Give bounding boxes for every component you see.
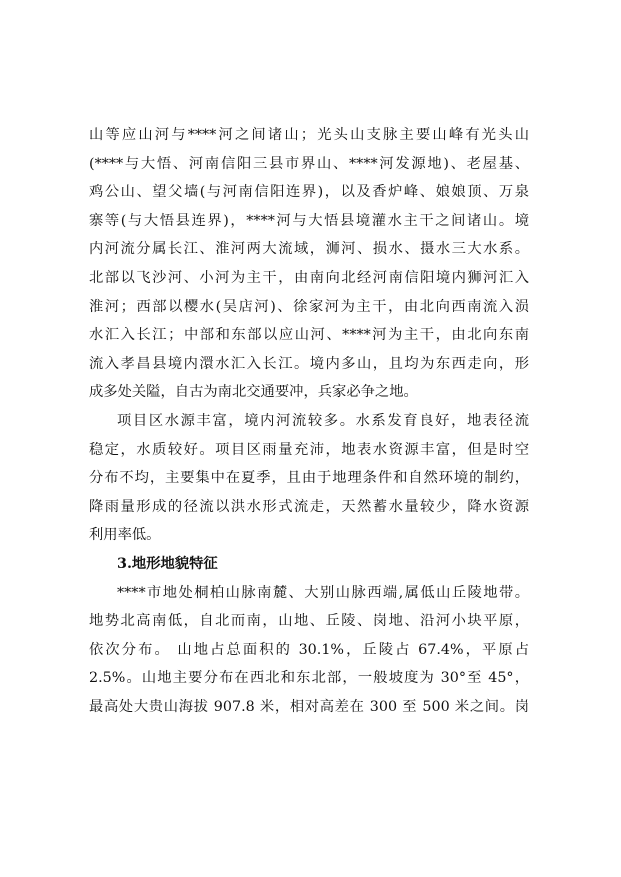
paragraph-terrain	[89, 579, 529, 722]
text-line: 山等应山河与****河之间诸山；光头山支脉主要山峰有光头山	[89, 127, 529, 143]
text-line: ****市地处桐柏山脉南麓、大别山脉西端,属低山丘陵地带。	[117, 584, 529, 601]
text-line: 项目区水源丰富，境内河流较多。水系发育良好，地表径流	[117, 412, 529, 429]
text-line: 内河流分属长江、淮河两大流域，浉河、损水、摄水三大水系。	[89, 241, 529, 258]
text-line: 依次分布。 山地占总面积的 30.1%，丘陵占 67.4%，平原占	[89, 641, 529, 658]
paragraph-rivers	[89, 121, 529, 407]
text-line: 降雨量形成的径流以洪水形式流走，天然蓄水量较少，降水资源	[89, 498, 529, 515]
document-body	[89, 121, 529, 721]
text-line: 稳定，水质较好。项目区雨量充沛，地表水资源丰富，但是时空	[89, 441, 529, 458]
text-line: 成多处关隘，自古为南北交通要冲，兵家必争之地。	[89, 384, 418, 401]
text-line: 最高处大贵山海拔 907.8 米，相对高差在 300 至 500 米之间。岗	[89, 698, 529, 715]
text-line: 淮河；西部以樱水(吴店河)、徐家河为主干，由北向西南流入涢	[89, 298, 529, 315]
text-line: 鸡公山、望父墙(与河南信阳连界)，以及香炉峰、娘娘顶、万泉	[89, 184, 529, 201]
text-line: 流入孝昌县境内澴水汇入长江。境内多山，且均为东西走向，形	[89, 355, 529, 372]
text-line: 2.5%。山地主要分布在西北和东北部，一般坡度为 30°至 45°，	[89, 670, 529, 687]
text-line: 北部以飞沙河、小河为主干，由南向北经河南信阳境内狮河汇入	[89, 269, 529, 286]
text-line: 寨等(与大悟县连界)，****河与大悟县境灌水主干之间诸山。境	[89, 212, 529, 229]
paragraph-water-resources	[89, 407, 529, 550]
text-line: (****与大悟、河南信阳三县市界山、****河发源地)、老屋基、	[89, 155, 529, 172]
text-line: 分布不均，主要集中在夏季，且由于地理条件和自然环境的制约，	[89, 470, 529, 487]
text-line: 水汇入长江；中部和东部以应山河、****河为主干，由北向东南	[89, 327, 529, 344]
text-line: 地势北高南低，自北而南，山地、丘陵、岗地、沿河小块平原，	[89, 613, 529, 630]
text-line: 利用率低。	[89, 527, 161, 544]
section-heading: 3.地形地貌特征	[117, 555, 218, 572]
